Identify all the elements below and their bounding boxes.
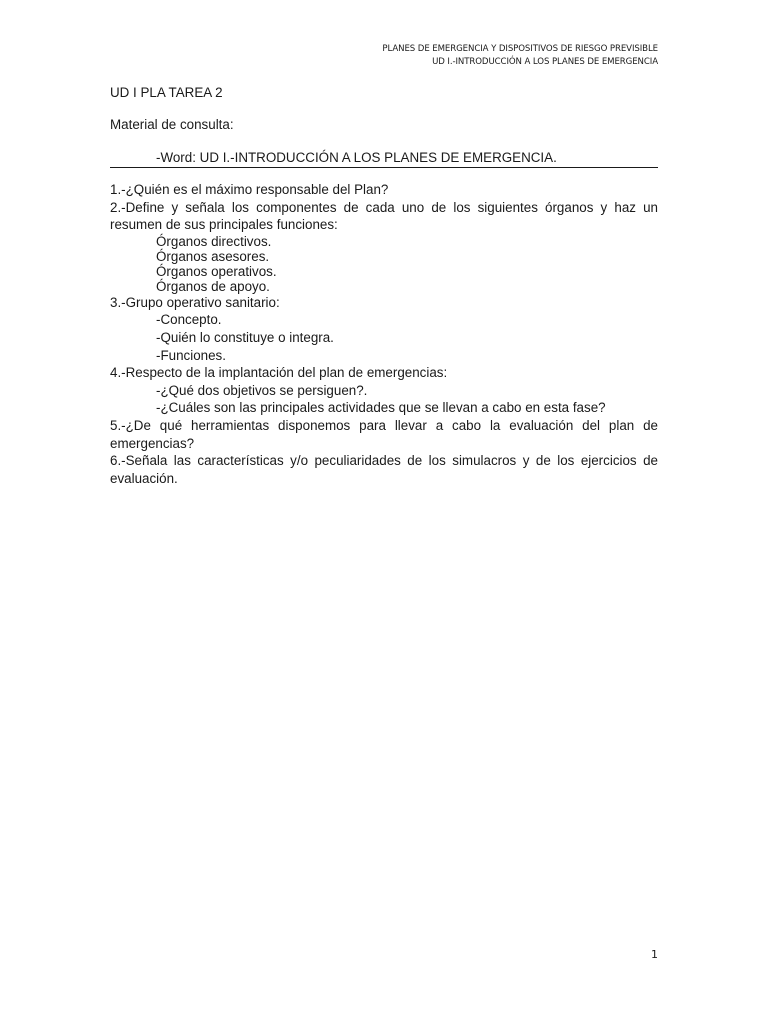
page-number: 1 (651, 948, 658, 961)
reference-document: -Word: UD I.-INTRODUCCIÓN A LOS PLANES DE EMERGENCIA. (110, 149, 658, 168)
question-4-item: -¿Qué dos objetivos se persiguen?. (156, 382, 368, 398)
page-header (110, 43, 658, 69)
question-5: 5.-¿De qué herramientas disponemos para llevar a cabo la evaluación del plan de emergencias? (110, 417, 658, 451)
header-course-title: PLANES DE EMERGENCIA Y DISPOSITIVOS DE RIESGO PREVISIBLE (382, 44, 658, 54)
question-6: 6.-Señala las características y/o peculiaridades de los simulacros y de los ejercicios de evaluación. (110, 453, 658, 486)
question-4-item: -¿Cuáles son las principales actividades que se llevan a cabo en esta fase? (156, 400, 606, 416)
question-3-item: -Quién lo constituye o integra. (156, 329, 334, 345)
question-2: 2.-Define y señala los componentes de cada uno de los siguientes órganos y haz un resumen de sus principales funciones: (110, 199, 658, 233)
question-4: 4.-Respecto de la implantación del plan de emergencias: (110, 365, 448, 381)
question-2-item: Órganos directivos. (156, 233, 272, 249)
reference-label: Material de consulta: (110, 117, 234, 132)
document-title: UD I PLA TAREA 2 (110, 85, 223, 100)
question-2-item: Órganos de apoyo. (156, 278, 270, 294)
header-unit-title: UD I.-INTRODUCCIÓN A LOS PLANES DE EMERGENCIA (432, 57, 658, 67)
question-list (110, 181, 658, 487)
document-body (110, 84, 658, 487)
question-2-item: Órganos operativos. (156, 263, 277, 279)
question-2-item: Órganos asesores. (156, 248, 270, 264)
question-3-item: -Concepto. (156, 312, 222, 328)
question-3-item: -Funciones. (156, 347, 226, 363)
question-3: 3.-Grupo operativo sanitario: (110, 294, 280, 310)
question-1: 1.-¿Quién es el máximo responsable del Plan? (110, 182, 389, 197)
